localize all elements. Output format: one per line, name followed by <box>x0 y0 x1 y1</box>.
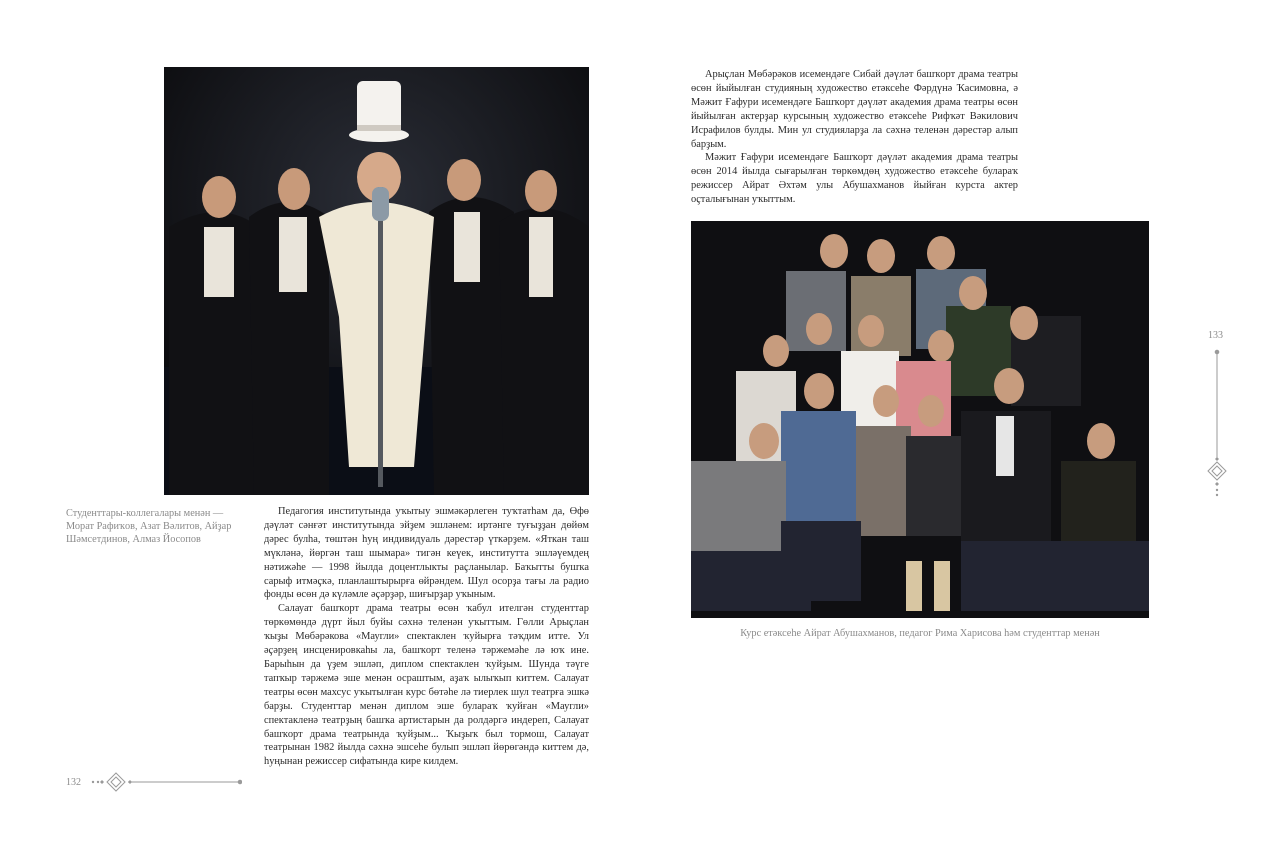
left-page-body-text <box>264 505 589 769</box>
photo-actors-group <box>164 67 589 495</box>
right-page-body-text <box>691 68 1018 207</box>
photo-caption-left: Студенттары-коллегалары менән — Морат Рафиҡов, Азат Вәлитов, Айҙар Шәмсетдинов, Алмаз Йосопов <box>66 508 232 545</box>
left-paragraph-1: Педагогия институтында уҡытыу эшмәкәрлеген туҡтатһам да, Өфө дәүләт сәнғәт институтында эйҙем эшләнем: иртәнге туғыҙҙан дөйөм дәрес булһа, төштән һуң индивидуаль дәрестәр үткәрҙем. «Яткан таш мүкләнә, йөргән таш шымара» тигән кеүек, институтта эшләүемдең нәтижәһе — 1998 йылда доцентлыкты раҫланылар. Баҡытты бушҡа сарыф итмәҫкә, планлаштырырға өйрәндем. Шул осорҙа тағы ла радио фонды өсөн дә күләмле әҫәрҙәр, шиғырҙар уҡыным. <box>264 506 589 601</box>
page-number-right: 133 <box>1208 330 1223 341</box>
photo-students-group <box>691 221 1149 618</box>
right-paragraph-1: Арыҫлан Мөбәрәков исемендәге Сибай дәүләт башҡорт драма театры өсөн йыйылған студияның художество етәксеһе Фәрдүнә Ҡасимовна, ә Мәжит Ғафури исемендәге Башҡорт дәүләт академия драма театры өсөн йыйылған актерҙар курсының художество етәксеһе Рифҡәт Вәкилович Исрафилов булды. Мин ул студияларҙа ла сәхнә теленән дәрестәр алып барҙым. <box>691 69 1018 150</box>
ornament-divider-left-icon <box>90 771 242 793</box>
ornament-divider-right-icon <box>1203 348 1231 500</box>
page-number-left: 132 <box>66 777 81 788</box>
photo-caption-right: Курс етәксеһе Айрат Абушахманов, педагог Рима Харисова һәм студенттар менән <box>740 628 1100 639</box>
left-paragraph-2: Салауат башҡорт драма театры өсөн ҡабул ителгән студенттар төркөмөндә дүрт йыл буйы сәхнә теленән уҡыттым. Гөлли Арыҫлан ҡыҙы Мөбәрәкова «Маугли» спектаклен ҡуйырға тәҡдим итте. Ул әҫәрҙең инсценировкаһы ла, башҡорт теленә тәржемәһе лә юҡ ине. Барыһын да үҙем эшләп, диплом спектаклен ҡуйҙым. Шунда тәүге тапҡыр тәржемә эше менән осраштым, аҙаҡ ылыҡып киттем. Салауат театры өсөн махсус уҡытылған курс бөтәһе лә тиерлек шул театрға эшкә барҙы. Студенттар менән диплом эше булараҡ ҡуйған «Маугли» спектакленә театрҙың башҡа артистарын да ролдәргә индереп, Салауат башҡорт драма театрында ҡуйҙым... Ҡыҙыҡ был тормош, Салауат театрынан 1982 йылда сәхнә эшсеһе булып эшләп йөрөгәндә киттем дә, һуңынан режиссер сифатында кире килдем. <box>264 603 589 768</box>
right-paragraph-2: Мәжит Ғафури исемендәге Башҡорт дәүләт академия драма театры өсөн 2014 йылда сығарылған төркөмдөң художество етәксеһе булараҡ режиссер Айрат Әхтәм улы Абушахманов йыйған курста актер оҫталығынан уҡыттым. <box>691 152 1018 206</box>
